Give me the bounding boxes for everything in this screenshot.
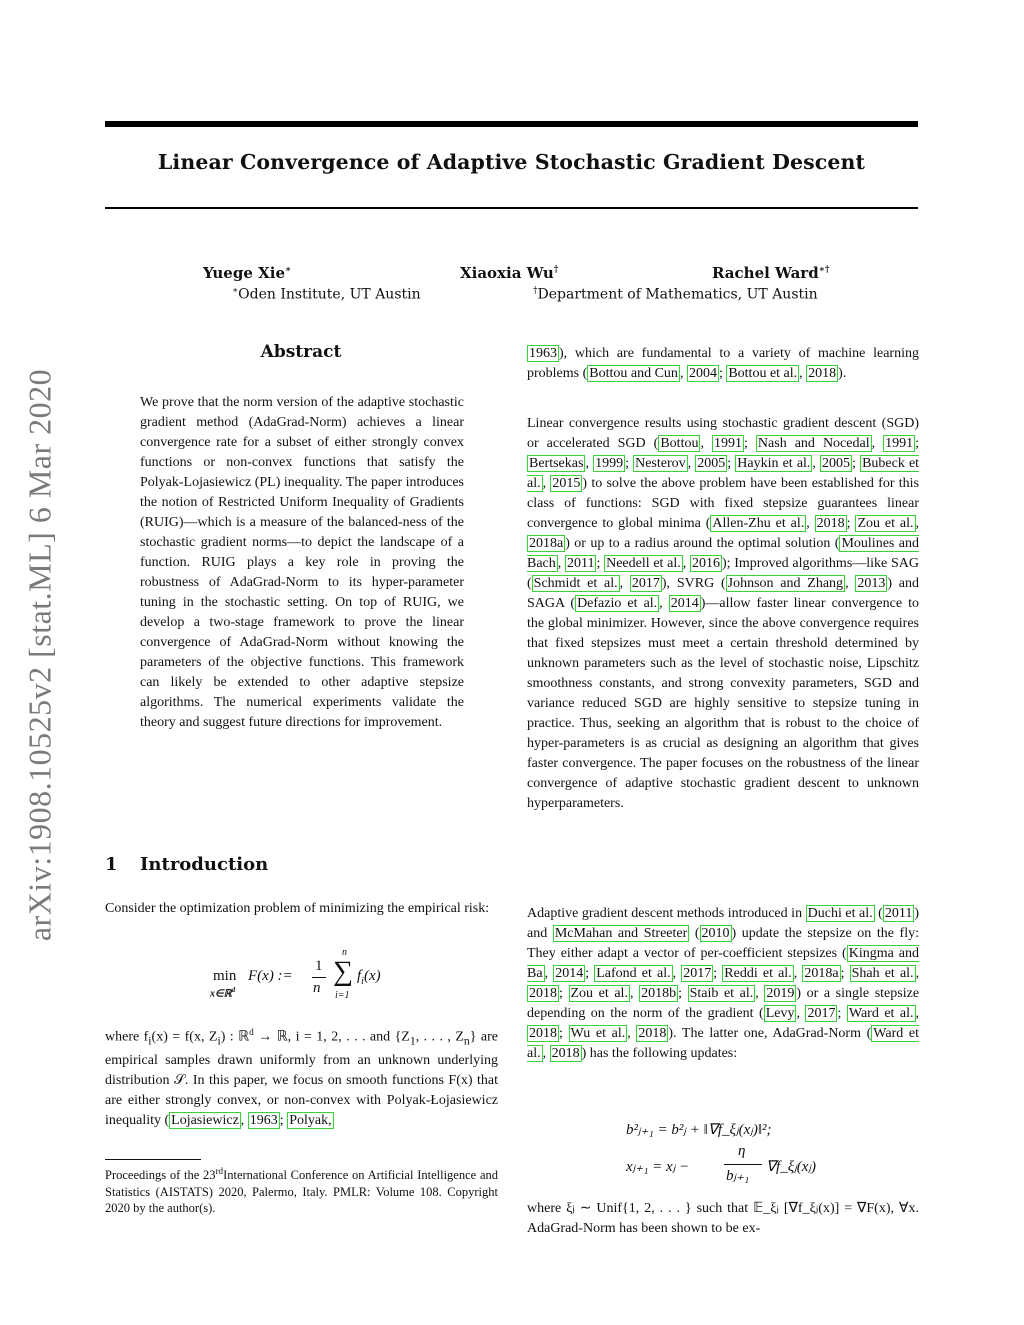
citation-link[interactable]: 2019 [766, 986, 795, 1001]
right-p1-text: 1963 ), which are fundamental to a variety of machine learning problems ( Bottou and Cun , 2004 ; Bottou et al. , 2018 ). [527, 346, 919, 381]
eq-lhs: F(x) := [248, 968, 293, 984]
citation-link[interactable]: 1991 [885, 436, 914, 451]
eq2-den: bⱼ₊₁ [726, 1168, 750, 1184]
citation-link[interactable]: Kingma and Ba [527, 946, 919, 981]
citation-link[interactable]: Bottou [660, 436, 699, 451]
citation-link[interactable]: 2018 [808, 366, 837, 381]
citation-link[interactable]: Nesterov [635, 456, 686, 471]
citation-link[interactable]: 1963 [249, 1113, 278, 1129]
citation-link[interactable]: Johnson and Zhang [727, 576, 844, 591]
eq2-num: η [738, 1143, 746, 1159]
right-paragraph-3 [527, 904, 919, 1064]
eq-rhs: $f_i(x)$ [357, 968, 381, 987]
eq-min-sub: x∈ℝ$^d$ [210, 986, 236, 1000]
citation-link[interactable]: Lafond et al. [596, 966, 671, 981]
affiliation-mark: † [533, 286, 538, 296]
citation-link[interactable]: Bottou and Cun [589, 366, 678, 381]
citation-link[interactable]: McMahan and Streeter [554, 926, 688, 941]
citation-link[interactable]: 2011 [566, 556, 595, 571]
citation-link[interactable]: Duchi et al. [807, 906, 873, 921]
citation-link[interactable]: 2018b [641, 986, 677, 1001]
citation-link[interactable]: Lojasiewicz [171, 1113, 239, 1129]
citation-link[interactable]: 2011 [884, 906, 913, 921]
citation-link[interactable]: 2018 [529, 986, 557, 1001]
citation-link[interactable]: 2016 [691, 556, 720, 571]
citation-link[interactable]: 2014 [670, 596, 699, 611]
citation-link[interactable]: Zou et al. [857, 516, 914, 531]
arxiv-stamp-text: arXiv:1908.10525v2 [stat.ML] 6 Mar 2020 [21, 368, 58, 942]
citation-link[interactable]: Shah et al. [851, 966, 914, 981]
right-p4-text: where ξⱼ ∼ Unif{1, 2, . . . } such that 𝔼_ξⱼ [∇f_ξⱼ(x)] = ∇F(x), ∀x. AdaGrad-Norm has been shown to be ex- [527, 1201, 919, 1236]
right-paragraph-2 [527, 414, 919, 814]
author-name: Yuege Xie [203, 264, 285, 282]
equation-adagrad-norm [626, 1120, 846, 1187]
intro-paragraph-2 [105, 1022, 498, 1131]
citation-link[interactable]: Schmidt et al. [533, 576, 618, 591]
citation-link[interactable]: Ward et al. [527, 1026, 920, 1061]
eq-frac-num: 1 [315, 958, 323, 974]
title-rule-top [105, 121, 918, 127]
citation-link[interactable]: 2004 [688, 366, 717, 381]
citation-link[interactable]: Defazio et al. [577, 596, 658, 611]
intro-p2-text: where $f_i(x) = f(x$, $Z_i$) : ℝ$^d$ → ℝ, i = 1, 2, . . . and {$Z_1$, . . . , $Z_n$} are empirical samples drawn uniformly from an unknown underlying distribution 𝒮. In this paper, we focus on smooth functions F(x) that are either strongly convex, or non-convex with Polyak-Łojasiewicz inequality ( Lojasiewicz , 1963 ; Polyak, [105, 1027, 498, 1129]
author-mark: † [553, 265, 559, 275]
citation-link[interactable]: 2018 [816, 516, 845, 531]
footnote: Proceedings of the 23rdInternational Conference on Artificial Intelligence and Statistics (AISTATS) 2020, Palermo, Italy. PMLR: Volume 108. Copyright 2020 by the author(s). [105, 1166, 498, 1216]
intro-p1-text: Consider the optimization problem of minimizing the empirical risk: [105, 901, 490, 916]
equation-empirical-risk [205, 947, 405, 1010]
abstract-body [140, 393, 464, 733]
affiliation-text: Oden Institute, UT Austin [238, 286, 421, 303]
eq2-frac-bar [724, 1164, 762, 1165]
citation-link[interactable]: Zou et al. [570, 986, 628, 1001]
citation-link[interactable]: Staib et al. [689, 986, 754, 1001]
citation-link[interactable]: 1991 [714, 436, 742, 451]
abstract-heading: Abstract [260, 342, 342, 362]
eq2-line-1: b²ⱼ₊₁ = b²ⱼ + ‖∇f_ξⱼ(xⱼ)‖²; [626, 1122, 772, 1138]
affiliation-mark: ∗ [232, 286, 239, 296]
citation-link[interactable]: Allen-Zhu et al. [712, 516, 805, 531]
footnote-rule [105, 1159, 201, 1160]
affiliation-2 [533, 286, 818, 303]
citation-link[interactable]: 2015 [552, 476, 581, 491]
citation-link[interactable]: Bubeck et al. [527, 456, 920, 491]
citation-link[interactable]: 2018 [638, 1026, 667, 1041]
right-p3-text: Adaptive gradient descent methods introduced in Duchi et al. ( 2011 ) and McMahan and Streeter ( 2010 ) update the stepsize on the fly: They either adapt a vector of per-coefficient stepsizes ( Kingma and Ba , 2014 ; Lafond et al. , 2017 ; Reddi et al. , 2018a ; Shah et al. , 2018 ; Zou et al. , 2018b ; Staib et al. , 2019 ) or a single stepsize depending on the norm of the gradient ( Levy , 2017 ; Ward et al. , 2018 ; Wu et al. , 2018 ). The latter one, AdaGrad-Norm ( Ward et al. , 2018 ) has the following updates: [527, 906, 920, 1061]
citation-link[interactable]: Polyak, [289, 1113, 332, 1129]
citation-link[interactable]: Wu et al. [570, 1026, 626, 1041]
citation-link[interactable]: 2010 [701, 926, 730, 941]
section-number: 1 [105, 854, 118, 875]
citation-link[interactable]: 2018a [804, 966, 839, 981]
citation-link[interactable]: 2017 [807, 1006, 836, 1021]
citation-link[interactable]: Moulines and Bach [527, 536, 919, 571]
author-name: Xiaoxia Wu [460, 264, 554, 282]
right-paragraph-1 [527, 344, 919, 384]
citation-link[interactable]: 1963 [529, 346, 557, 361]
eq-frac-bar [312, 977, 326, 978]
citation-link[interactable]: 2018 [529, 1026, 557, 1041]
citation-link[interactable]: 1999 [595, 456, 624, 471]
eq-min: min [213, 968, 237, 984]
citation-link[interactable]: 2014 [555, 966, 584, 981]
author-mark: ∗ [285, 265, 292, 275]
citation-link[interactable]: 2018a [529, 536, 564, 551]
eq-sum-bottom: i=1 [335, 990, 350, 1001]
right-paragraph-4 [527, 1199, 919, 1239]
citation-link[interactable]: Nash and Nocedal [757, 436, 870, 451]
citation-link[interactable]: Needell et al. [606, 556, 681, 571]
title-rule-bottom [105, 207, 918, 209]
affiliation-text: Department of Mathematics, UT Austin [537, 286, 818, 303]
section-title: Introduction [140, 854, 269, 875]
citation-link[interactable]: 2017 [631, 576, 660, 591]
author-name: Rachel Ward [712, 264, 819, 282]
citation-link[interactable]: Levy [765, 1006, 795, 1021]
citation-link[interactable]: 2017 [683, 966, 712, 981]
abstract-text: We prove that the norm version of the adaptive stochastic gradient method (AdaGrad-Norm) achieves a linear convergence rate for a subset of either strongly convex functions or non-convex functions that satisfy the Polyak-Lojasiewicz (PL) inequality. The paper introduces the notion of Restricted Uniform Inequality of Gradients (RUIG)—which is a measure of the balanced-ness of the stochastic gradient norms—to depict the landscape of a function. RUIG plays a key role in proving the robustness of AdaGrad-Norm to its hyper-parameter tuning in the stochastic setting. On top of RUIG, we develop a two-stage framework to prove the linear convergence of AdaGrad-Norm without knowing the parameters of the objective functions. This framework can likely be extended to other adaptive stepsize algorithms. The numerical experiments validate the theory and suggest future directions for improvement. [140, 395, 464, 730]
author-2 [460, 264, 559, 282]
citation-link[interactable]: 2018 [551, 1046, 580, 1061]
intro-paragraph-1 [105, 899, 498, 919]
citation-link[interactable]: 2013 [857, 576, 886, 591]
right-p2-text: Linear convergence results using stochastic gradient descent (SGD) or accelerated SGD ( Bottou , 1991 ; Nash and Nocedal , 1991 ; Bertsekas , 1999 ; Nesterov , 2005 ; Haykin et al. , 2005 ; Bubeck et al. , 2015 ) to solve the above problem have been established for this class of functions: SGD with fixed stepsize guarantees linear convergence to global minima ( Allen-Zhu et al. , 2018 ; Zou et al. , 2018a ) or up to a radius around the optimal solution ( Moulines and Bach , 2011 ; Needell et al. , 2016 ); Improved algorithms—like SAG ( Schmidt et al. , 2017 ), SVRG ( Johnson and Zhang , 2013 ) and SAGA ( Defazio et al. , 2014 )—allow faster linear convergence to the global minimizer. However, since the above convergence requires that fixed stepsizes must meet a certain threshold determined by unknown parameters such as the level of stochastic noise, Lipschitz smoothness constants, and strong convexity parameters, SGD and variance reduced SGD are highly sensitive to stepsize tuning in practice. Thus, seeking an algorithm that is robust to the choice of hyper-parameters is as crucial as designing an algorithm that gives faster convergence. The paper focuses on the robustness of the linear convergence of adaptive stochastic gradient descent to unknown hyperparameters. [527, 416, 920, 811]
affiliation-1 [232, 286, 421, 303]
citation-link[interactable]: Reddi et al. [724, 966, 792, 981]
eq2-rhs: ∇f_ξⱼ(xⱼ) [766, 1159, 817, 1175]
eq2-lhs: xⱼ₊₁ = xⱼ − [626, 1159, 690, 1175]
citation-link[interactable]: Bertsekas [529, 456, 584, 471]
eq-sum-sign: ∑ [333, 956, 353, 987]
citation-link[interactable]: Bottou et al. [728, 366, 798, 381]
author-3 [712, 264, 830, 282]
citation-link[interactable]: 2005 [697, 456, 726, 471]
citation-link[interactable]: Haykin et al. [737, 456, 811, 471]
eq-frac-den: n [313, 980, 321, 996]
citation-link[interactable]: 2005 [822, 456, 851, 471]
section-heading [105, 854, 268, 875]
eq2-line-2 [626, 1143, 846, 1187]
eq-sum-top: n [342, 947, 347, 958]
citation-link[interactable]: Ward et al. [848, 1006, 914, 1021]
author-1 [203, 264, 291, 282]
paper-title: Linear Convergence of Adaptive Stochastic Gradient Descent [157, 150, 866, 174]
author-mark: ∗† [818, 265, 830, 275]
